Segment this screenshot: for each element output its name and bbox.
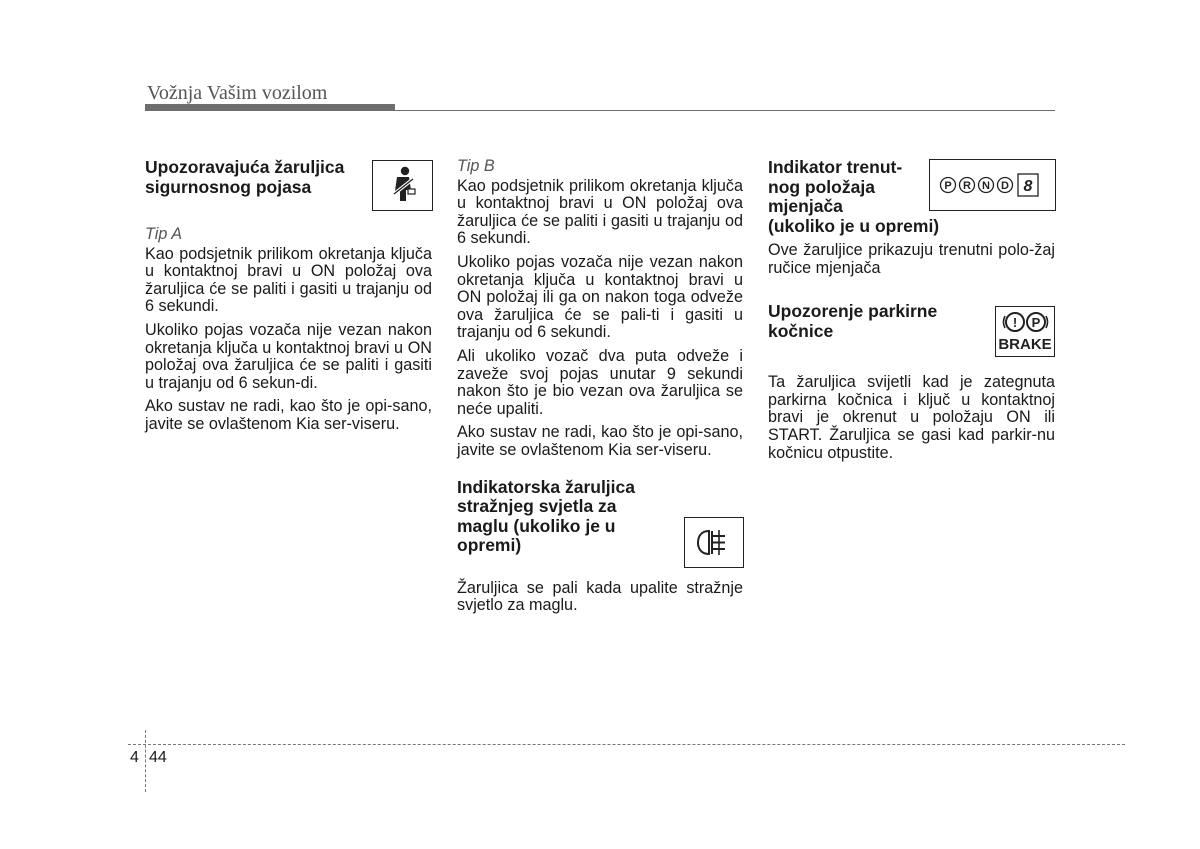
fog-heading-line3: maglu (ukoliko je u [457, 515, 616, 536]
gear-position-indicator-icon [929, 159, 1056, 211]
brake-p-label: P [1031, 315, 1041, 330]
parking-brake-paragraph: Ta žaruljica svijetli kad je zategnuta parkirna kočnica i ključ u kontaktnoj bravi je okrenut u položaju ON ili START. Žaruljica se gasi kad parkir-nu kočnicu otpustite. [768, 373, 1055, 462]
brake-heading-line1: Upozorenje parkirne [768, 301, 938, 322]
seatbelt-tip-a-paragraph-3: Ako sustav ne radi, kao što je opi-sano, javite se ovlaštenom Kia ser-viseru. [145, 397, 432, 433]
header-rule-thin [395, 110, 1055, 111]
gear-heading-line3: mjenjača [768, 196, 843, 216]
gear-heading-line4: (ukoliko je u opremi) [768, 215, 940, 236]
gear-n-label: N [982, 180, 990, 192]
seatbelt-tip-b-paragraph-3: Ali ukoliko vozač dva puta odveže i zaveže svoj pojas unutar 9 sekundi nakon što je bio vezan ova žaruljica se neće upaliti. [457, 346, 743, 418]
fog-heading-line4: opremi) [457, 535, 522, 555]
header-rule-thick [145, 104, 395, 111]
brake-heading-line2: kočnice [768, 320, 834, 341]
page-number: 44 [149, 749, 167, 766]
seatbelt-warning-icon [372, 160, 433, 211]
seatbelt-heading-line1: Upozoravajuća žaruljica [145, 157, 345, 177]
footer-divider [128, 744, 1125, 745]
brake-label: BRAKE [998, 336, 1052, 353]
section-number: 4 [130, 749, 139, 766]
gear-p-label: P [944, 180, 952, 192]
fog-heading-line1: Indikatorska žaruljica [457, 476, 635, 497]
brake-exclamation-label: ! [1012, 315, 1018, 330]
rear-fog-light-icon [684, 517, 744, 568]
parking-brake-warning-icon [995, 306, 1055, 357]
gear-heading-line2: nog položaja [768, 176, 875, 197]
gear-r-label: R [963, 180, 971, 192]
page-header-title: Vožnja Vašim vozilom [147, 82, 328, 104]
seatbelt-tip-a-paragraph-1: Kao podsjetnik prilikom okretanja ključa u kontaktnoj bravi u ON položaj ova žaruljica će se paliti i gasiti u trajanju od 6 sekundi. [145, 244, 432, 316]
tip-b-label: Tip B [457, 157, 495, 175]
gear-heading-line1: Indikator trenut- [768, 157, 903, 177]
seatbelt-tip-a-paragraph-2: Ukoliko pojas vozača nije vezan nakon okretanja ključa u kontaktnoj bravi u ON položaj ova žaruljica će se paliti i gasiti u trajanju od 6 sekun-di. [145, 320, 432, 392]
tip-a-label: Tip A [145, 225, 183, 243]
seatbelt-tip-b-paragraph-1: Kao podsjetnik prilikom okretanja ključa u kontaktnoj bravi u ON položaj ova žaruljica će se paliti i gasiti u trajanju od 6 sekundi. [457, 176, 743, 248]
gear-digit-label: 8 [1023, 178, 1033, 195]
seatbelt-tip-b-paragraph-2: Ukoliko pojas vozača nije vezan nakon okretanja ključa u kontaktnoj bravi u ON položaj ili ga on nakon toga odveže ova žaruljica će se pali-ti i gasiti u trajanju od 6 sekundi. [457, 252, 743, 342]
fog-heading-line2: stražnjeg svjetla za [457, 496, 617, 516]
gear-d-label: D [1001, 180, 1009, 192]
seatbelt-heading-line2: sigurnosnog pojasa [145, 176, 312, 197]
seatbelt-tip-b-paragraph-4: Ako sustav ne radi, kao što je opi-sano, javite se ovlaštenom Kia ser-viseru. [457, 423, 743, 459]
fog-light-paragraph: Žaruljica se pali kada upalite stražnje svjetlo za maglu. [457, 578, 743, 615]
footer-vertical-divider [145, 730, 146, 792]
gear-position-paragraph: Ove žaruljice prikazuju trenutni polo-žaj ručice mjenjača [768, 241, 1055, 277]
